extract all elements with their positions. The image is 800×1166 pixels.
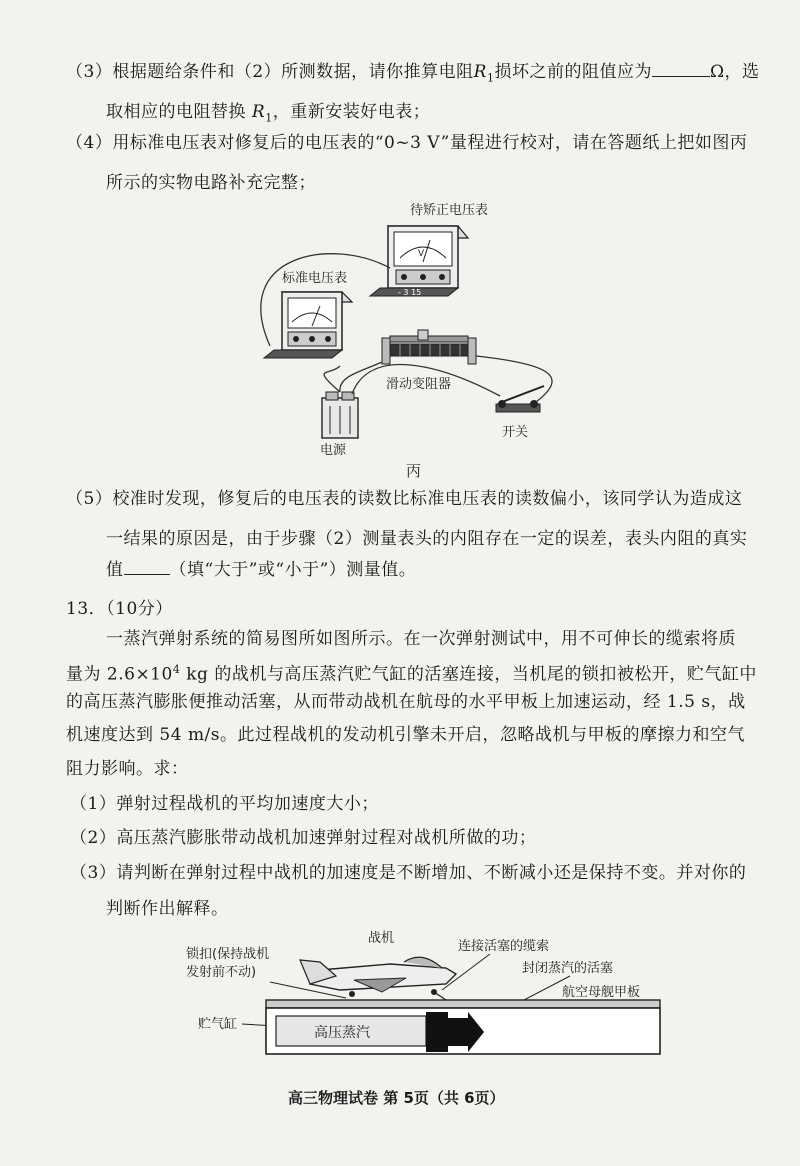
circuit-figure bbox=[240, 196, 580, 482]
label-rheostat: 滑动变阻器 bbox=[386, 377, 452, 392]
piston bbox=[426, 1012, 448, 1052]
q13-body-line2 bbox=[66, 659, 757, 686]
q12-part4-line1: （4）用标准电压表对修复后的电压表的“0~3 V”量程进行校对，请在答题纸上把如图丙 bbox=[66, 133, 748, 153]
text-span: 取相应的电阻替换 bbox=[106, 102, 246, 122]
label-standard-meter: 标准电压表 bbox=[282, 271, 348, 286]
label-power: 电源 bbox=[320, 443, 347, 458]
label-plane: 战机 bbox=[368, 931, 395, 946]
catapult-figure bbox=[150, 922, 670, 1072]
label-switch: 开关 bbox=[502, 425, 529, 440]
label-deck: 航空母舰甲板 bbox=[562, 985, 641, 1000]
q13-sub2: （2）高压蒸汽膨胀带动战机加速弹射过程对战机所做的功； bbox=[70, 828, 537, 848]
q12-part4-line2: 所示的实物电路补充完整； bbox=[106, 173, 316, 193]
q13-body-line5: 阻力影响。求： bbox=[66, 759, 189, 779]
terminal-labels: - 3 15 bbox=[398, 288, 422, 297]
label-cylinder: 贮气缸 bbox=[198, 1017, 238, 1032]
text-span: 损坏之前的阻值应为 bbox=[494, 62, 652, 82]
rheostat bbox=[382, 330, 476, 364]
text-span: kg 的战机与高压蒸汽贮气缸的活塞连接，当机尾的锁扣被松开，贮气缸中 bbox=[180, 664, 757, 685]
q13-body-line4: 机速度达到 54 m/s。此过程战机的发动机引擎未开启，忽略战机与甲板的摩擦力和空气 bbox=[66, 725, 746, 745]
deck bbox=[266, 1000, 660, 1008]
q12-part3-line2 bbox=[106, 101, 430, 129]
var-r: R bbox=[251, 102, 266, 122]
text-span: 量为 2.6×10 bbox=[66, 664, 173, 685]
q12-part5-line2: 一结果的原因是，由于步骤（2）测量表头的内阻存在一定的误差，表头内阻的真实 bbox=[106, 529, 748, 549]
q13-body-line3: 的高压蒸汽膨胀便推动活塞，从而带动战机在航母的水平甲板上加速运动，经 1.5 s，战 bbox=[66, 692, 746, 712]
label-meter-to-calibrate: 待矫正电压表 bbox=[410, 203, 489, 218]
figure-caption: 丙 bbox=[406, 462, 422, 480]
switch bbox=[496, 386, 544, 412]
q13-sub3-line1: （3）请判断在弹射过程中战机的加速度是不断增加、不断减小还是保持不变。并对你的 bbox=[70, 863, 747, 883]
label-lock-line2: 发射前不动) bbox=[186, 965, 257, 980]
var-sub: 1 bbox=[265, 111, 273, 125]
meter-to-calibrate bbox=[370, 226, 468, 297]
text-span: 值 bbox=[106, 560, 124, 580]
q13-sub3-line2: 判断作出解释。 bbox=[106, 899, 229, 919]
text-span: （3）根据题给条件和（2）所测数据，请你推算电阻 bbox=[66, 62, 474, 82]
label-piston: 封闭蒸汽的活塞 bbox=[522, 961, 614, 976]
label-steam: 高压蒸汽 bbox=[314, 1025, 370, 1041]
q13-header: 13．（10分） bbox=[66, 599, 173, 619]
q12-part5-line1: （5）校准时发现，修复后的电压表的读数比标准电压表的读数偏小，该同学认为造成这 bbox=[66, 489, 743, 509]
exponent: 4 bbox=[172, 663, 181, 676]
answer-blank-resistance[interactable] bbox=[652, 60, 710, 77]
fighter-plane-icon bbox=[300, 957, 456, 997]
var-sub: 1 bbox=[486, 71, 495, 85]
text-span: （填“大于”或“小于”）测量值。 bbox=[169, 560, 417, 580]
text-span: ，重新安装好电表； bbox=[272, 102, 431, 122]
label-cable: 连接活塞的缆索 bbox=[458, 939, 550, 954]
var-r: R bbox=[473, 62, 487, 82]
answer-blank-compare[interactable] bbox=[124, 558, 170, 575]
label-lock-line1: 锁扣(保持战机 bbox=[186, 947, 270, 962]
q12-part5-line3 bbox=[106, 558, 416, 581]
standard-meter bbox=[264, 292, 352, 358]
text-span: Ω，选 bbox=[709, 62, 760, 82]
svg-text:V: V bbox=[418, 249, 425, 259]
q13-sub1: （1）弹射过程战机的平均加速度大小； bbox=[70, 794, 379, 814]
q13-body-line1: 一蒸汽弹射系统的简易图所如图所示。在一次弹射测试中，用不可伸长的缆索将质 bbox=[106, 629, 736, 649]
power-source bbox=[322, 392, 358, 438]
q12-part3-line1 bbox=[66, 60, 760, 89]
page-footer: 高三物理试卷 第 5页（共 6页） bbox=[288, 1089, 505, 1107]
